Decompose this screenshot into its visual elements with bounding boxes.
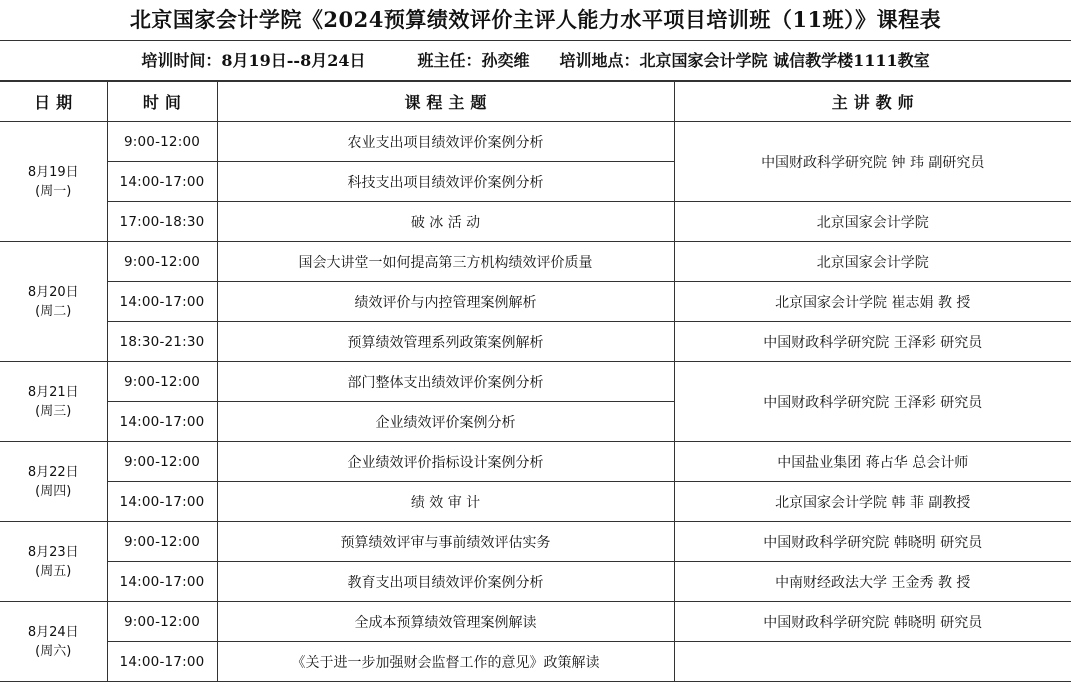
topic-cell: 预算绩效管理系列政策案例解析: [217, 322, 674, 362]
topic-cell: 绩 效 审 计: [217, 482, 674, 522]
table-row: [0, 562, 1071, 602]
table-row: [0, 242, 1071, 282]
header-date: 日 期: [0, 82, 107, 122]
date-cell: [0, 602, 107, 682]
table-row: [0, 442, 1071, 482]
teacher-cell: 北京国家会计学院: [674, 242, 1071, 282]
teacher-cell: 中国财政科学研究院 王泽彩 研究员: [674, 322, 1071, 362]
table-row: [0, 482, 1071, 522]
topic-cell: 全成本预算绩效管理案例解读: [217, 602, 674, 642]
date-cell: [0, 362, 107, 442]
time-cell: 9:00-12:00: [107, 362, 217, 402]
weekday-label: (周五): [35, 563, 72, 579]
topic-cell: 企业绩效评价指标设计案例分析: [217, 442, 674, 482]
teacher-cell: 中国财政科学研究院 韩晓明 研究员: [674, 522, 1071, 562]
date-label: 8月20日: [27, 284, 79, 300]
teacher-cell: 中国盐业集团 蒋占华 总会计师: [674, 442, 1071, 482]
time-cell: 17:00-18:30: [107, 202, 217, 242]
table-row: [0, 602, 1071, 642]
weekday-label: (周二): [35, 303, 72, 319]
teacher-cell: 北京国家会计学院 韩 菲 副教授: [674, 482, 1071, 522]
topic-cell: 农业支出项目绩效评价案例分析: [217, 122, 674, 162]
time-cell: 18:30-21:30: [107, 322, 217, 362]
table-row: [0, 202, 1071, 242]
weekday-label: (周六): [35, 643, 72, 659]
topic-cell: 企业绩效评价案例分析: [217, 402, 674, 442]
training-period: 培训时间：8月19日--8月24日: [141, 51, 366, 70]
header-time: 时 间: [107, 82, 217, 122]
topic-cell: 部门整体支出绩效评价案例分析: [217, 362, 674, 402]
teacher-cell: 中南财经政法大学 王金秀 教 授: [674, 562, 1071, 602]
teacher-cell: 北京国家会计学院: [674, 202, 1071, 242]
time-cell: 9:00-12:00: [107, 522, 217, 562]
header-teacher: 主 讲 教 师: [674, 82, 1071, 122]
date-label: 8月23日: [27, 544, 79, 560]
teacher-cell: 中国财政科学研究院 王泽彩 研究员: [674, 362, 1071, 442]
date-label: 8月21日: [27, 384, 79, 400]
time-cell: 14:00-17:00: [107, 642, 217, 682]
weekday-label: (周一): [35, 183, 72, 199]
time-cell: 14:00-17:00: [107, 482, 217, 522]
date-label: 8月19日: [27, 164, 79, 180]
page-title: 北京国家会计学院《2024预算绩效评价主评人能力水平项目培训班（11班）》课程表: [0, 0, 1071, 41]
date-cell: [0, 122, 107, 242]
date-cell: [0, 442, 107, 522]
teacher-cell: 中国财政科学研究院 韩晓明 研究员: [674, 602, 1071, 642]
head-teacher: 班主任：孙奕维: [417, 51, 530, 70]
time-cell: 9:00-12:00: [107, 442, 217, 482]
topic-cell: 教育支出项目绩效评价案例分析: [217, 562, 674, 602]
weekday-label: (周四): [35, 483, 72, 499]
table-row: [0, 322, 1071, 362]
table-row: [0, 642, 1071, 682]
time-cell: 14:00-17:00: [107, 402, 217, 442]
table-row: [0, 282, 1071, 322]
date-cell: [0, 242, 107, 362]
topic-cell: 科技支出项目绩效评价案例分析: [217, 162, 674, 202]
topic-cell: 预算绩效评审与事前绩效评估实务: [217, 522, 674, 562]
time-cell: 9:00-12:00: [107, 122, 217, 162]
date-label: 8月24日: [27, 624, 79, 640]
weekday-label: (周三): [35, 403, 72, 419]
schedule-table: [0, 81, 1071, 682]
time-cell: 14:00-17:00: [107, 562, 217, 602]
time-cell: 14:00-17:00: [107, 162, 217, 202]
table-row: [0, 122, 1071, 162]
teacher-cell: 北京国家会计学院 崔志娟 教 授: [674, 282, 1071, 322]
training-location: 培训地点：北京国家会计学院 诚信教学楼1111教室: [559, 51, 930, 70]
date-cell: [0, 522, 107, 602]
topic-cell: 绩效评价与内控管理案例解析: [217, 282, 674, 322]
header-topic: 课 程 主 题: [217, 82, 674, 122]
teacher-cell: [674, 642, 1071, 682]
table-header-row: [0, 82, 1071, 122]
topic-cell: 国会大讲堂一如何提高第三方机构绩效评价质量: [217, 242, 674, 282]
time-cell: 9:00-12:00: [107, 242, 217, 282]
table-row: [0, 522, 1071, 562]
date-label: 8月22日: [27, 464, 79, 480]
topic-cell: 破 冰 活 动: [217, 202, 674, 242]
teacher-cell: 中国财政科学研究院 钟 玮 副研究员: [674, 122, 1071, 202]
table-row: [0, 362, 1071, 402]
time-cell: 9:00-12:00: [107, 602, 217, 642]
topic-cell: 《关于进一步加强财会监督工作的意见》政策解读: [217, 642, 674, 682]
info-bar: [0, 41, 1071, 81]
time-cell: 14:00-17:00: [107, 282, 217, 322]
